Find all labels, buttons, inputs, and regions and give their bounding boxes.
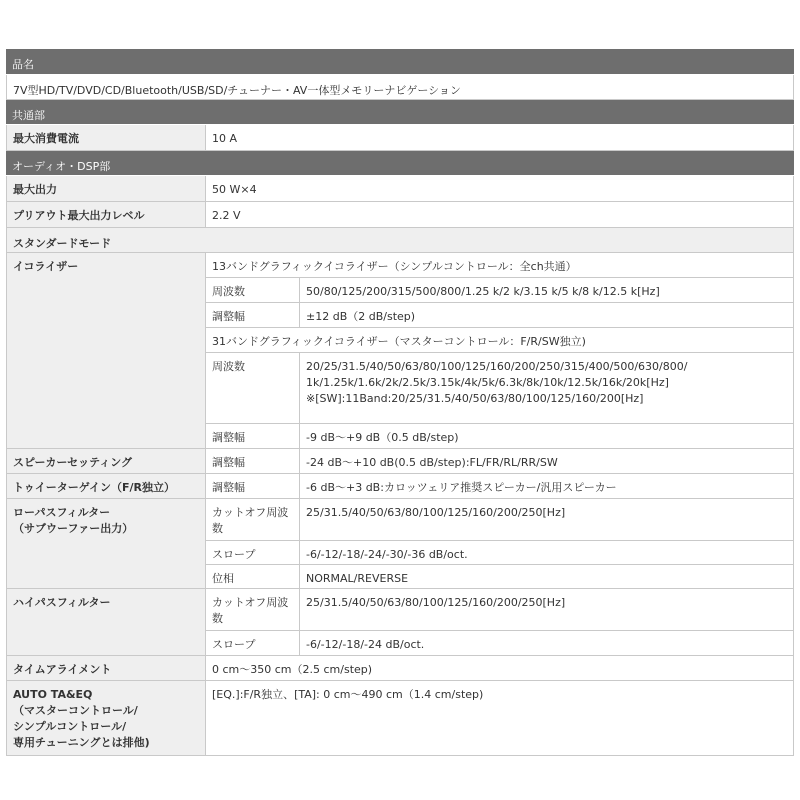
standard-mode-label: スタンダードモード [13,237,112,250]
section-header-common [6,100,794,125]
auto-label-line: AUTO TA&EQ [13,688,93,701]
lpf-label-line: ローパスフィルター [13,506,111,519]
speaker-value: -24 dB～+10 dB(0.5 dB/step):FL/FR/RL/RR/SW [300,449,794,474]
lpf-slope-label: スロープ [206,541,300,565]
hpf-label: ハイパスフィルター [6,589,206,656]
section-header-label: 共通部 [12,109,45,122]
hpf-slope-value: -6/-12/-18/-24 dB/oct. [300,631,794,656]
hpf-slope-label: スロープ [206,631,300,656]
eq13-adj-label: 調整幅 [206,303,300,328]
lpf-phase-value: NORMAL/REVERSE [300,565,794,589]
eq31-adj-value: -9 dB～+9 dB（0.5 dB/step) [300,424,794,449]
max-output-value: 50 W×4 [206,176,794,202]
tweeter-sub-label: 調整幅 [206,474,300,499]
section-header-label: オーディオ・DSP部 [12,160,111,173]
eq-label: イコライザー [6,253,206,449]
eq13-title: 13バンドグラフィックイコライザー（シンプルコントロール：全ch共通） [206,253,794,278]
lpf-slope-value: -6/-12/-18/-24/-30/-36 dB/oct. [300,541,794,565]
max-power-label: 最大消費電流 [6,125,206,151]
lpf-label [6,499,206,589]
preout-value: 2.2 V [206,202,794,228]
auto-label-line: 専用チューニングとは排他) [13,736,150,749]
eq13-freq-label: 周波数 [206,278,300,303]
eq31-freq-label: 周波数 [206,353,300,424]
lpf-cutoff-value: 25/31.5/40/50/63/80/100/125/160/200/250[Hz] [300,499,794,541]
product-name-row [6,75,794,100]
time-alignment-value: 0 cm～350 cm（2.5 cm/step) [206,656,794,681]
standard-mode-row [6,228,794,253]
time-alignment-label: タイムアライメント [6,656,206,681]
section-header-label: 品名 [12,58,34,71]
section-header-product-name [6,49,794,75]
max-power-value: 10 A [206,125,794,151]
lpf-phase-label: 位相 [206,565,300,589]
eq31-freq-value [300,353,794,424]
speaker-sub-label: 調整幅 [206,449,300,474]
lpf-label-line: （サブウーファー出力） [13,522,134,535]
auto-label-line: （マスターコントロール/ [13,704,138,717]
lpf-cutoff-label: カットオフ周波数 [206,499,300,541]
tweeter-value: -6 dB～+3 dB:カロッツェリア推奨スピーカー/汎用スピーカー [300,474,794,499]
eq31-freq-line: 20/25/31.5/40/50/63/80/100/125/160/200/250/315/400/500/630/800/ [306,360,688,373]
eq31-title: 31バンドグラフィックイコライザー（マスターコントロール：F/R/SW独立) [206,328,794,353]
max-output-label: 最大出力 [6,176,206,202]
auto-label-line: シンプルコントロール/ [13,720,127,733]
speaker-label: スピーカーセッティング [6,449,206,474]
eq13-adj-value: ±12 dB（2 dB/step) [300,303,794,328]
eq31-freq-line: 1k/1.25k/1.6k/2k/2.5k/3.15k/4k/5k/6.3k/8k/10k/12.5k/16k/20k[Hz] [306,376,669,389]
eq31-freq-line: ※[SW]:11Band:20/25/31.5/40/50/63/80/100/125/160/200[Hz] [306,392,644,405]
auto-ta-eq-label [6,681,206,756]
tweeter-label: トゥイーターゲイン（F/R独立） [6,474,206,499]
eq31-adj-label: 調整幅 [206,424,300,449]
preout-label: プリアウト最大出力レベル [6,202,206,228]
section-header-audio [6,151,794,176]
auto-ta-eq-value: [EQ.]:F/R独立、[TA]: 0 cm～490 cm（1.4 cm/step) [206,681,794,756]
hpf-cutoff-value: 25/31.5/40/50/63/80/100/125/160/200/250[Hz] [300,589,794,631]
eq13-freq-value: 50/80/125/200/315/500/800/1.25 k/2 k/3.15 k/5 k/8 k/12.5 k[Hz] [300,278,794,303]
hpf-cutoff-label: カットオフ周波数 [206,589,300,631]
product-name-value: 7V型HD/TV/DVD/CD/Bluetooth/USB/SD/チューナー・AV一体型メモリーナビゲーション [13,84,461,97]
